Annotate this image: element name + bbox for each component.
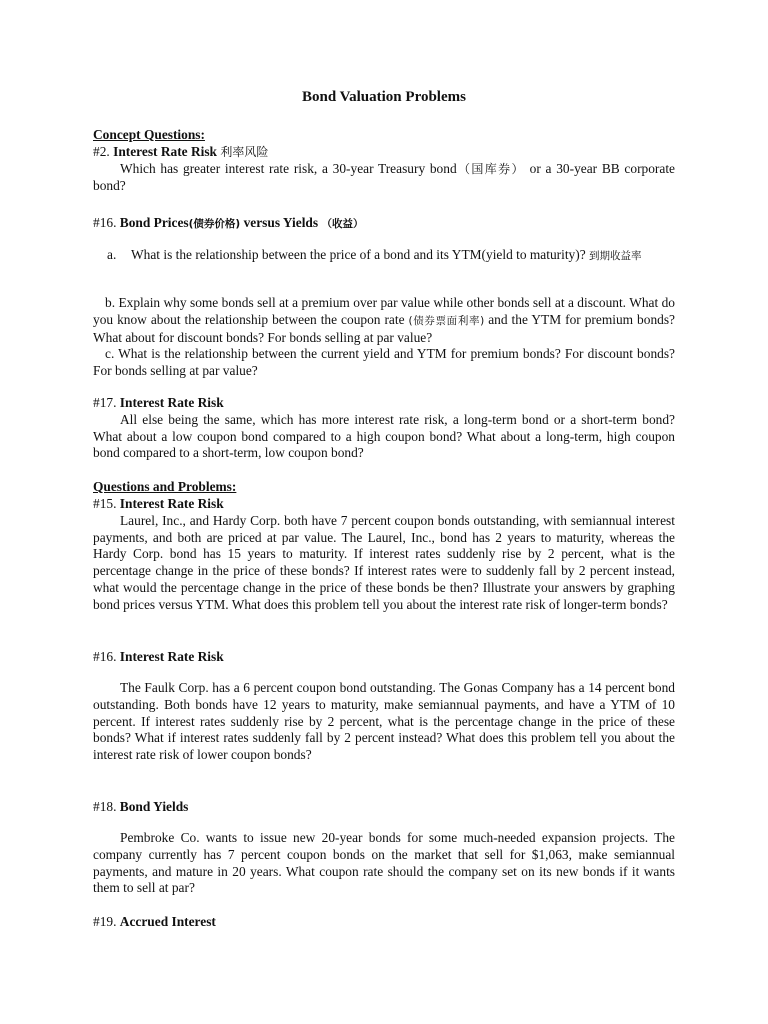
concept-heading-text: Concept Questions: (93, 127, 205, 142)
question-text-cn: （国库券） (456, 161, 525, 176)
question-number: #17. (93, 395, 117, 410)
question-text: or a 30-year BB corporate bond? (93, 160, 675, 193)
question-heading: Interest Rate Risk (119, 395, 224, 410)
question-heading: Bond Yields (119, 799, 189, 814)
list-item (93, 247, 675, 265)
question-2 (93, 144, 675, 194)
problem-18 (93, 799, 675, 816)
question-2-text (93, 161, 675, 195)
problem-18-text: Pembroke Co. wants to issue new 20-year bonds for some much-needed expansion projects. The company currently has 7 percent coupon bonds on the market that sell for $1,063, make semiannual payments, and mature in 20 years. What coupon rate should the company set on its new bonds if it wants them to sell at par? (93, 830, 675, 896)
problems-heading (93, 479, 675, 496)
item-b-text (93, 295, 675, 346)
question-16-heading (93, 215, 675, 233)
question-17 (93, 395, 675, 462)
question-16-item-b (93, 295, 675, 380)
question-heading: Interest Rate Risk (113, 144, 217, 159)
list-item-text (131, 247, 675, 265)
item-b-text-part: and the YTM for premium bonds? What about for discount bonds? For bonds selling at par value? (93, 311, 675, 345)
question-17-text: All else being the same, which has more interest rate risk, a long-term bond or a short-term bond? What about a low coupon bond compared to a high coupon bond? What about a long-term, high coupon bond compared to a short-term, low coupon bond? (93, 411, 675, 461)
question-heading: versus Yields (243, 215, 319, 230)
question-16-concept (93, 215, 675, 233)
question-number: #16. (93, 649, 117, 664)
problem-18-body (93, 830, 675, 897)
problem-16 (93, 649, 675, 666)
question-heading-cn: 利率风险 (220, 145, 269, 159)
problem-15 (93, 496, 675, 614)
problems-heading-text: Questions and Problems: (93, 479, 237, 494)
problem-16-heading (93, 649, 675, 666)
item-c-text: c. What is the relationship between the current yield and YTM for premium bonds? For discount bonds? For bonds selling at par value? (93, 346, 675, 379)
problem-15-text: Laurel, Inc., and Hardy Corp. both have 7 percent coupon bonds outstanding, with semiannual interest payments, and both are priced at par value. The Laurel, Inc., bond has 2 years to maturity, whereas the Hardy Corp. bond has 15 years to maturity. If interest rates suddenly rise by 2 percent, what is the percentage change in the price of these bonds? If interest rates were to suddenly fall by 2 percent instead, what would the percentage change in the price of these bonds be then? Illustrate your answers by graphing bond prices versus YTM. What does this problem tell you about the interest rate risk of longer-term bonds? (93, 512, 675, 612)
question-number: #18. (93, 799, 117, 814)
question-heading-cn: (债券价格) (188, 218, 241, 230)
item-b-text-cn: (债券票面利率) (408, 314, 485, 327)
item-b-text-part: b. Explain why some bonds sell at a premium over par value while other bonds sell at a discount. What do you know about the relationship between the coupon rate (93, 295, 675, 327)
list-label: a. (107, 247, 117, 262)
question-text: Which has greater interest rate risk, a 30-year Treasury bond (120, 160, 457, 176)
problem-15-heading (93, 496, 675, 513)
document-title: Bond Valuation Problems (302, 89, 466, 105)
question-heading: Interest Rate Risk (119, 649, 224, 664)
question-heading: Bond Prices (119, 215, 189, 230)
problem-19-heading (93, 914, 675, 931)
item-a-text-cn: 到期收益率 (589, 250, 642, 262)
question-heading-cn: （收益） (321, 218, 364, 230)
problem-16-text: The Faulk Corp. has a 6 percent coupon bond outstanding. The Gonas Company has a 14 percent bond outstanding. Both bonds have 12 years to maturity, make semiannual payments, and have a YTM of 10 percent. If interest rates suddenly rise by 2 percent, what is the percentage change in the price of these bonds? What if interest rates suddenly fall by 2 percent instead? What does this problem tell you about the interest rate risk of lower coupon bonds? (93, 680, 675, 763)
question-heading: Accrued Interest (119, 914, 216, 929)
question-17-heading (93, 395, 675, 412)
problem-19 (93, 914, 675, 931)
question-number: #15. (93, 496, 117, 511)
question-2-heading (93, 144, 675, 161)
question-number: #19. (93, 914, 117, 929)
concept-questions-heading (93, 127, 675, 144)
question-number: #16. (93, 215, 117, 230)
problem-18-heading (93, 799, 675, 816)
question-heading: Interest Rate Risk (119, 496, 224, 511)
question-number: #2. (93, 144, 110, 159)
problem-16-body (93, 680, 675, 764)
item-a-text: What is the relationship between the price of a bond and its YTM(yield to maturity)? (131, 247, 586, 262)
question-16-item-a (93, 247, 675, 265)
